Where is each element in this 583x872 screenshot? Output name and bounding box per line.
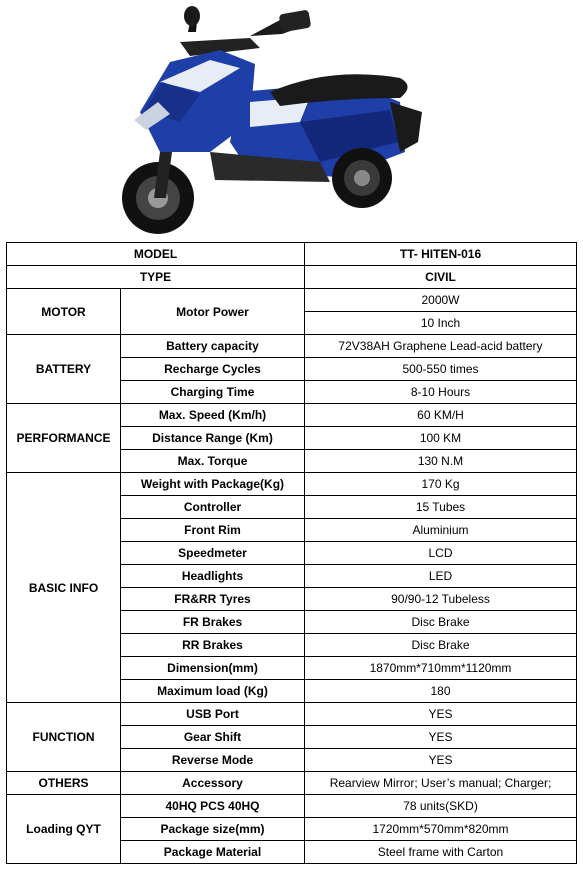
spec-value: YES xyxy=(305,726,577,749)
spec-value: 2000W xyxy=(305,289,577,312)
section-label-performance: PERFORMANCE xyxy=(7,404,121,473)
spec-name: Maximum load (Kg) xyxy=(121,680,305,703)
specifications-table xyxy=(6,242,577,864)
table-row xyxy=(7,703,577,726)
spec-value: 180 xyxy=(305,680,577,703)
spec-name: Accessory xyxy=(121,772,305,795)
spec-value: 10 Inch xyxy=(305,312,577,335)
spec-value: Steel frame with Carton xyxy=(305,841,577,864)
spec-name: Controller xyxy=(121,496,305,519)
spec-value: 1720mm*570mm*820mm xyxy=(305,818,577,841)
table-row xyxy=(7,335,577,358)
section-label-motor: MOTOR xyxy=(7,289,121,335)
spec-name: Distance Range (Km) xyxy=(121,427,305,450)
spec-name: Front Rim xyxy=(121,519,305,542)
spec-name: Max. Torque xyxy=(121,450,305,473)
spec-value: 130 N.M xyxy=(305,450,577,473)
spec-value: 90/90-12 Tubeless xyxy=(305,588,577,611)
model-value: TT- HITEN-016 xyxy=(305,243,577,266)
spec-value: 1870mm*710mm*1120mm xyxy=(305,657,577,680)
spec-value: Aluminium xyxy=(305,519,577,542)
section-label-basic-info: BASIC INFO xyxy=(7,473,121,703)
type-value: CIVIL xyxy=(305,266,577,289)
spec-name: FR&RR Tyres xyxy=(121,588,305,611)
electric-scooter-image xyxy=(100,2,430,238)
spec-name: Headlights xyxy=(121,565,305,588)
spec-name: Max. Speed (Km/h) xyxy=(121,404,305,427)
table-row xyxy=(7,404,577,427)
section-label-function: FUNCTION xyxy=(7,703,121,772)
table-row xyxy=(7,473,577,496)
section-label-battery: BATTERY xyxy=(7,335,121,404)
spec-value: YES xyxy=(305,749,577,772)
spec-value: Rearview Mirror; User’s manual; Charger; xyxy=(305,772,577,795)
type-label: TYPE xyxy=(7,266,305,289)
section-label-loading: Loading QYT xyxy=(7,795,121,864)
spec-name: Dimension(mm) xyxy=(121,657,305,680)
table-row xyxy=(7,795,577,818)
model-label: MODEL xyxy=(7,243,305,266)
spec-name: Recharge Cycles xyxy=(121,358,305,381)
spec-value: Disc Brake xyxy=(305,634,577,657)
spec-value: 60 KM/H xyxy=(305,404,577,427)
spec-name: RR Brakes xyxy=(121,634,305,657)
spec-value: LED xyxy=(305,565,577,588)
spec-name: Speedmeter xyxy=(121,542,305,565)
spec-name: Weight with Package(Kg) xyxy=(121,473,305,496)
spec-value: 78 units(SKD) xyxy=(305,795,577,818)
spec-value: 8-10 Hours xyxy=(305,381,577,404)
table-row xyxy=(7,772,577,795)
table-row-type xyxy=(7,266,577,289)
table-row xyxy=(7,289,577,312)
spec-value: 100 KM xyxy=(305,427,577,450)
spec-value: 15 Tubes xyxy=(305,496,577,519)
spec-name: USB Port xyxy=(121,703,305,726)
spec-name: Motor Power xyxy=(121,289,305,335)
spec-name: Gear Shift xyxy=(121,726,305,749)
spec-name: Package size(mm) xyxy=(121,818,305,841)
spec-value: YES xyxy=(305,703,577,726)
spec-value: 500-550 times xyxy=(305,358,577,381)
spec-name: FR Brakes xyxy=(121,611,305,634)
spec-name: Battery capacity xyxy=(121,335,305,358)
spec-value: 170 Kg xyxy=(305,473,577,496)
section-label-others: OTHERS xyxy=(7,772,121,795)
spec-name: Reverse Mode xyxy=(121,749,305,772)
spec-value: Disc Brake xyxy=(305,611,577,634)
spec-value: 72V38AH Graphene Lead-acid battery xyxy=(305,335,577,358)
spec-name: 40HQ PCS 40HQ xyxy=(121,795,305,818)
spec-name: Charging Time xyxy=(121,381,305,404)
spec-value: LCD xyxy=(305,542,577,565)
table-row-model xyxy=(7,243,577,266)
spec-name: Package Material xyxy=(121,841,305,864)
